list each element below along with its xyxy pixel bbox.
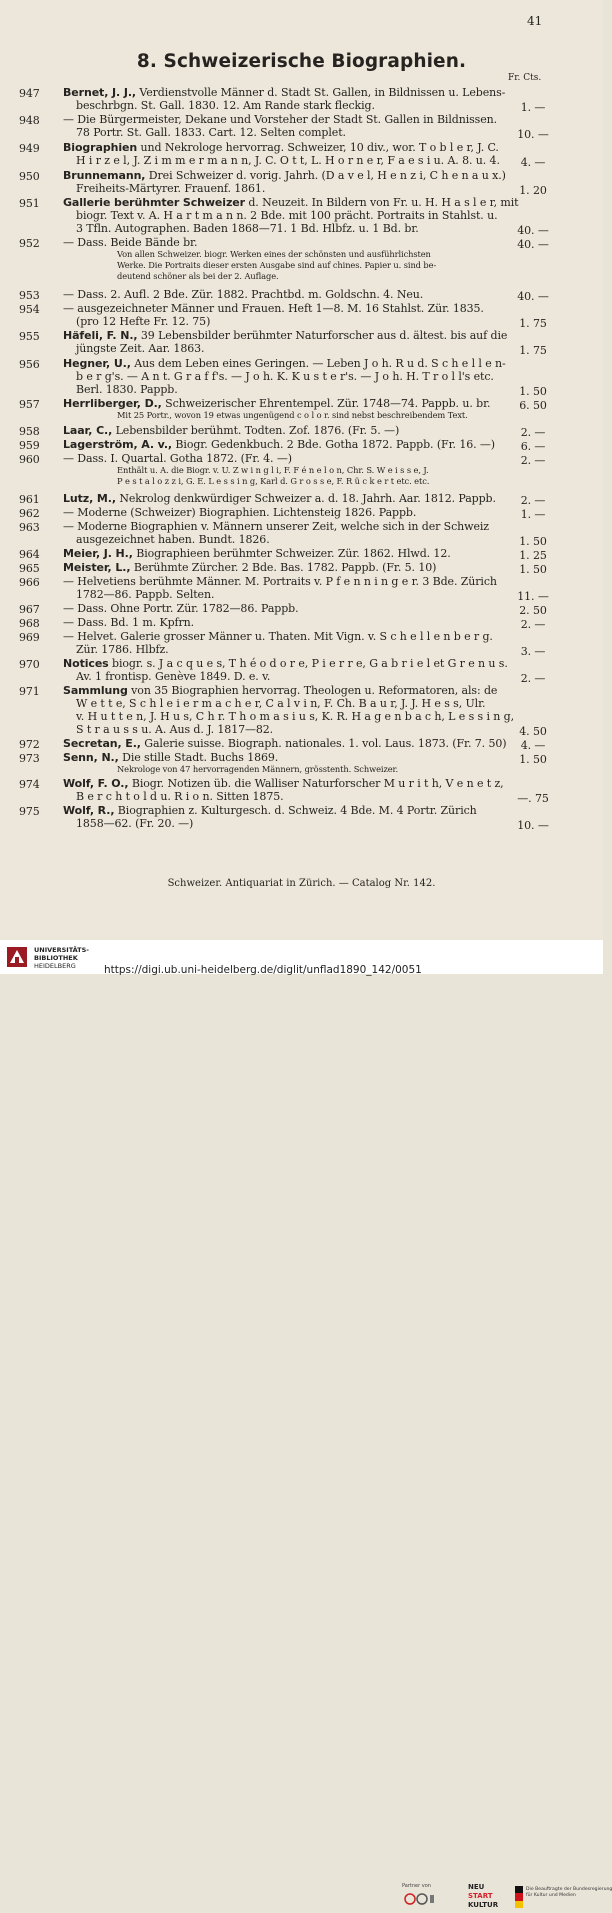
catalog-entry [0,506,603,519]
entry-price: 1. 75 [519,317,547,331]
entry-price: 2. 50 [519,604,547,617]
entry-description: Biographieen berühmter Schweizer. Zür. 1862. Hlwd. 12. [132,547,451,560]
entry-line [0,154,603,170]
entry-description: deutend schöner als bei der 2. Auflage. [117,271,279,282]
entry-text [63,575,497,588]
entry-text [117,249,431,260]
entry-price: 1. 20 [519,184,547,198]
entry-note-line [0,764,603,775]
entry-line [0,804,603,817]
library-crest-icon [6,946,28,968]
entry-text [76,370,494,383]
entry-description: — Helvet. Galerie grosser Männer u. Thaten. Mit Vign. v. S c h e l l e n b e r g. [63,630,493,643]
entry-price: 6. 50 [519,399,547,412]
entry-description: — Die Bürgermeister, Dekane und Vorsteher der Stadt St. Gallen in Bildnissen. [63,113,497,126]
entry-description: beschrbgn. St. Gall. 1830. 12. Am Rande stark fleckig. [76,99,375,113]
catalog-entry [0,657,603,686]
entry-number: 957 [19,398,40,411]
entry-text [63,288,423,301]
entry-text [63,196,518,209]
entry-author: Gallerie berühmter Schweizer [63,196,245,209]
entry-line [0,684,603,697]
entry-line [0,424,603,437]
entry-line [0,315,603,331]
entry-line [0,547,603,560]
partner-label: Partner von [402,1883,431,1889]
entry-line [0,657,603,670]
entry-description: — Dass. Ohne Portr. Zür. 1782—86. Pappb. [63,602,299,615]
catalog-entry [0,236,603,282]
entry-price: 40. — [517,238,549,251]
entry-text [117,271,279,282]
entry-text [63,684,497,697]
entry-description: Freiheits-Märtyrer. Frauenf. 1861. [76,182,266,196]
entry-line [0,169,603,182]
entry-description: Nekrologe von 47 hervorragenden Männern, grösstenth. Schweizer. [117,764,399,775]
entry-description: Nekrolog denkwürdiger Schweizer a. d. 18. Jahrh. Aar. 1812. Pappb. [115,492,496,505]
entry-description: Zür. 1786. Hlbfz. [76,643,169,657]
entry-line [0,777,603,790]
entry-line [0,452,603,465]
entry-text [63,751,278,764]
entry-line [0,588,603,604]
entry-line [0,492,603,505]
entry-description: Galerie suisse. Biograph. nationales. 1. vol. Laus. 1873. (Fr. 7. 50) [140,737,507,750]
entry-author: Senn, N., [63,751,119,764]
entry-price: 1. 75 [519,344,547,358]
entry-author: Laar, C., [63,424,113,437]
entry-author: Lutz, M., [63,492,116,505]
entry-author: Notices [63,657,109,670]
entry-description: P e s t a l o z z i, G. E. L e s s i n g, Karl d. G r o s s e, F. R ü c k e r t etc. etc. [117,476,430,487]
entry-line [0,288,603,301]
entry-line [0,575,603,588]
entry-number: 948 [19,114,40,127]
entry-description: b e r g's. — A n t. G r a f f's. — J o h. K. K u s t e r's. — J o h. H. T r o l l's etc. [76,370,494,384]
entry-note-line [0,410,603,421]
entry-price: 6. — [520,440,546,453]
entry-description: 3 Tfln. Autographen. Baden 1868—71. 1 Bd. Hlbfz. u. 1 Bd. br. [76,222,419,236]
entry-text [76,154,500,167]
entry-line [0,520,603,533]
entry-number: 951 [19,197,40,210]
entry-text [76,643,169,656]
catalog-entry [0,751,603,775]
catalog-entry [0,520,603,549]
catalog-entry [0,424,603,437]
entry-text [117,764,398,775]
entry-description: Schweizerischer Ehrentempel. Zür. 1748—74. Pappb. u. br. [161,397,491,410]
entry-line [0,397,603,410]
entry-text [63,804,477,817]
entry-text [117,465,429,476]
entry-line [0,616,603,629]
entry-text [63,141,499,154]
page-title: 8. Schweizerische Biographien. [136,51,467,72]
entry-text [63,357,506,370]
entry-line [0,670,603,686]
entry-description: (pro 12 Hefte Fr. 12. 75) [76,315,211,329]
entry-line [0,602,603,615]
entry-line [0,357,603,370]
entry-price: 4. — [520,156,546,170]
entry-text [76,315,210,328]
entry-price: 3. — [520,645,546,659]
entry-text [63,302,484,315]
entry-price: 2. — [520,426,546,439]
catalog-entry [0,113,603,142]
entry-text [63,236,197,249]
catalog-entry [0,737,603,750]
entry-text [63,616,194,629]
entry-author: Biographien [63,141,138,154]
catalog-entry [0,777,603,806]
entry-description: W e t t e, S c h l e i e r m a c h e r, C a l v i n, F. Ch. B a u r, J. J. H e s s, Ulr. [76,697,486,711]
entry-description: Von allen Schweizer. biogr. Werken eines der schönsten und ausführlichsten [117,249,431,260]
catalog-entry [0,684,603,739]
entry-description: biogr. Text v. A. H a r t m a n n. 2 Bde. mit 100 prächt. Portraits in Stahlst. u. [76,209,498,223]
entry-price: 11. — [517,590,549,604]
entry-line [0,438,603,451]
entry-description: und Nekrologe hervorrag. Schweizer, 10 div., wor. T o b l e r, J. C. [137,141,499,154]
catalog-entry [0,169,603,198]
entry-description: Mit 25 Portr., wovon 19 etwas ungenügend c o l o r. sind nebst beschreibendem Text. [117,410,468,421]
entry-text [76,790,284,803]
entry-text [76,697,485,710]
entry-price: 10. — [517,128,549,142]
entry-text [76,710,514,723]
entry-line [0,561,603,574]
entry-author: Lagerström, A. v., [63,438,173,451]
entry-number: 947 [19,87,40,100]
entry-text [63,86,505,99]
catalog-entry [0,438,603,451]
entry-number: 962 [19,507,40,520]
catalog-entry [0,86,603,115]
entry-description: Enthält u. A. die Biogr. v. U. Z w i n g l i, F. F é n e l o n, Chr. S. W e i s s e, J. [117,465,429,476]
entry-text [117,476,429,487]
entry-line [0,790,603,806]
entry-description: — Dass. 2. Aufl. 2 Bde. Zür. 1882. Prachtbd. m. Goldschn. 4. Neu. [63,288,424,301]
entry-number: 959 [19,439,40,452]
entry-line [0,697,603,710]
entry-line [0,141,603,154]
entry-number: 969 [19,631,40,644]
entry-description: Verdienstvolle Männer d. Stadt St. Gallen, in Bildnissen u. Lebens- [135,86,506,99]
entry-author: Bernet, J. J., [63,86,136,99]
entry-note-line [0,271,603,282]
entry-line [0,302,603,315]
entry-price: 1. — [520,101,546,115]
entry-price: 4. 50 [519,725,547,739]
entry-author: Wolf, F. O., [63,777,129,790]
entry-line [0,751,603,764]
entry-text [63,397,490,410]
catalog-entry [0,561,603,574]
entry-number: 970 [19,658,40,671]
catalog-entry [0,616,603,629]
bkm-logo: Die Beauftragte der Bundesregierung für Kultur und Medien [515,1886,599,1910]
entry-text [76,817,193,830]
entry-number: 954 [19,303,40,316]
entry-text [63,113,497,126]
entry-text [76,126,346,139]
entry-line [0,196,603,209]
entry-description: — Dass. I. Quartal. Gotha 1872. (Fr. 4. —) [63,452,292,465]
entry-number: 960 [19,453,40,466]
entry-line [0,99,603,115]
catalog-entry [0,302,603,331]
entry-description: S t r a u s s u. A. Aus d. J. 1817—82. [76,723,274,737]
entry-description: biogr. s. J a c q u e s, T h é o d o r e, P i e r r e, G a b r i e l et G r e n u s. [108,657,508,670]
entry-number: 963 [19,521,40,534]
entry-description: — Moderne Biographien v. Männern unserer Zeit, welche sich in der Schweiz [63,520,489,533]
entry-number: 949 [19,142,40,155]
entry-author: Brunnemann, [63,169,146,182]
catalog-entry [0,357,603,399]
entry-note-line [0,465,603,476]
entry-price: 1. — [520,508,546,521]
entry-description: — Helvetiens berühmte Männer. M. Portraits v. P f e n n i n g e r. 3 Bde. Zürich [63,575,497,588]
entry-line [0,209,603,222]
entry-number: 965 [19,562,40,575]
entry-text [76,723,273,736]
entry-line [0,710,603,723]
page-footer: Schweizer. Antiquariat in Zürich. — Catalog Nr. 142. [167,878,436,889]
entry-price: 1. 50 [519,535,547,549]
catalog-entry [0,397,603,421]
catalog-entry [0,196,603,238]
catalog-entries [0,86,603,866]
entry-line [0,86,603,99]
entry-price: 2. — [520,494,546,507]
entry-number: 961 [19,493,40,506]
catalog-entry [0,141,603,170]
entry-text [76,342,204,355]
entry-number: 953 [19,289,40,302]
entry-text [63,777,504,790]
entry-text [63,561,436,574]
entry-text [63,630,493,643]
entry-description: 39 Lebensbilder berühmter Naturforscher aus d. ältest. bis auf die [137,329,508,342]
entry-author: Meister, L., [63,561,131,574]
entry-description: Werke. Die Portraits dieser ersten Ausgabe sind auf chines. Papier u. sind be- [117,260,437,271]
entry-text [63,438,495,451]
catalog-entry [0,575,603,604]
entry-number: 955 [19,330,40,343]
entry-line [0,630,603,643]
entry-text [63,492,496,505]
entry-price: 2. — [520,672,546,686]
entry-line [0,342,603,358]
entry-number: 958 [19,425,40,438]
entry-line [0,236,603,249]
entry-description: ausgezeichnet haben. Bundt. 1826. [76,533,270,547]
entry-text [117,410,468,421]
entry-description: Lebensbilder berühmt. Todten. Zof. 1876. (Fr. 5. —) [112,424,400,437]
entry-price: —. 75 [517,792,549,806]
partner-logo-icon [402,1891,436,1907]
entry-number: 973 [19,752,40,765]
entry-line [0,643,603,659]
entry-author: Herrliberger, D., [63,397,162,410]
entry-text [63,602,299,615]
entry-author: Sammlung [63,684,128,697]
entry-text [76,182,265,195]
entry-number: 967 [19,603,40,616]
entry-description: von 35 Biographien hervorrag. Theologen u. Reformatoren, als: de [127,684,498,697]
entry-line [0,370,603,383]
entry-description: Berl. 1830. Pappb. [76,383,178,397]
entry-description: Die stille Stadt. Buchs 1869. [118,751,279,764]
entry-text [76,99,375,112]
german-flag-icon [515,1886,523,1908]
entry-note-line [0,476,603,487]
entry-line [0,506,603,519]
entry-line [0,737,603,750]
entry-description: Berühmte Zürcher. 2 Bde. Bas. 1782. Pappb. (Fr. 5. 10) [130,561,437,574]
entry-text [63,547,451,560]
entry-author: Meier, J. H., [63,547,133,560]
entry-number: 972 [19,738,40,751]
entry-price: 2. — [520,454,546,467]
catalog-entry [0,288,603,301]
entry-text [76,588,214,601]
entry-description: v. H u t t e n, J. H u s, C h r. T h o m a s i u s, K. R. H a g e n b a c h, L e s s i n g, [76,710,514,724]
entry-description: — ausgezeichneter Männer und Frauen. Heft 1—8. M. 16 Stahlst. Zür. 1835. [63,302,484,315]
entry-description: Biogr. Gedenkbuch. 2 Bde. Gotha 1872. Pappb. (Fr. 16. —) [172,438,495,451]
entry-price: 1. 50 [519,563,547,576]
entry-text [63,452,292,465]
entry-line [0,383,603,399]
entry-author: Secretan, E., [63,737,141,750]
entry-text [63,329,507,342]
entry-line [0,222,603,238]
catalog-entry [0,329,603,358]
library-name: UNIVERSITÄTS- BIBLIOTHEK HEIDELBERG [34,946,89,970]
entry-description: Aus dem Leben eines Geringen. — Leben J o h. R u d. S c h e l l e n- [130,357,506,370]
entry-line [0,182,603,198]
page-number: 41 [527,14,543,28]
entry-price: 1. 50 [519,385,547,399]
entry-line [0,329,603,342]
entry-description: Av. 1 frontisp. Genève 1849. D. e. v. [76,670,271,684]
entry-line [0,113,603,126]
entry-text [63,506,416,519]
entry-number: 964 [19,548,40,561]
neustart-kultur-logo: NEU START KULTUR [468,1883,499,1909]
catalog-page [0,0,603,940]
catalog-entry [0,547,603,560]
entry-description: Biogr. Notizen üb. die Walliser Naturforscher M u r i t h, V e n e t z, [128,777,504,790]
entry-note-line [0,249,603,260]
catalog-entry [0,804,603,833]
entry-price: 1. 25 [519,549,547,562]
entry-line [0,533,603,549]
entry-description: H i r z e l, J. Z i m m e r m a n n, J. C. O t t, L. H o r n e r, F a e s i u. A. 8. u. 4. [76,154,500,168]
entry-number: 952 [19,237,40,250]
entry-price: 40. — [517,290,549,303]
entry-author: Häfeli, F. N., [63,329,138,342]
entry-description: 1858—62. (Fr. 20. —) [76,817,194,831]
entry-price: 10. — [517,819,549,833]
entry-line [0,723,603,739]
entry-text [76,222,419,235]
entry-price: 2. — [520,618,546,631]
entry-number: 968 [19,617,40,630]
entry-number: 956 [19,358,40,371]
entry-text [76,670,270,683]
entry-line [0,126,603,142]
entry-number: 971 [19,685,40,698]
entry-price: 1. 50 [519,753,547,766]
entry-text [117,260,436,271]
catalog-entry [0,492,603,505]
entry-line [0,817,603,833]
entry-description: jüngste Zeit. Aar. 1863. [76,342,205,356]
catalog-entry [0,602,603,615]
entry-author: Wolf, R., [63,804,115,817]
entry-description: — Moderne (Schweizer) Biographien. Lichtensteig 1826. Pappb. [63,506,417,519]
entry-price: 4. — [520,739,546,752]
entry-text [76,383,178,396]
entry-description: Biographien z. Kulturgesch. d. Schweiz. 4 Bde. M. 4 Portr. Zürich [114,804,477,817]
entry-text [63,169,506,182]
entry-text [76,209,497,222]
entry-description: — Dass. Bd. 1 m. Kpfrn. [63,616,195,629]
entry-author: Hegner, U., [63,357,131,370]
entry-description: 78 Portr. St. Gall. 1833. Cart. 12. Selten complet. [76,126,346,140]
entry-number: 950 [19,170,40,183]
entry-description: Drei Schweizer d. vorig. Jahrh. (D a v e l, H e n z i, C h e n a u x.) [145,169,506,182]
catalog-entry [0,630,603,659]
entry-description: B e r c h t o l d u. R i o n. Sitten 1875. [76,790,284,804]
entry-number: 966 [19,576,40,589]
entry-number: 974 [19,778,40,791]
entry-text [63,657,508,670]
entry-description: d. Neuzeit. In Bildern von Fr. u. H. H a s l e r, mit [244,196,519,209]
price-column-header: Fr. Cts. [508,73,542,83]
entry-number: 975 [19,805,40,818]
entry-note-line [0,260,603,271]
catalog-entry [0,452,603,487]
page-url[interactable]: https://digi.ub.uni-heidelberg.de/diglit/unflad1890_142/0051 [104,964,422,976]
entry-description: — Dass. Beide Bände br. [63,236,198,249]
entry-text [63,424,399,437]
entry-text [63,520,489,533]
entry-price: 40. — [517,224,549,238]
entry-description: 1782—86. Pappb. Selten. [76,588,215,602]
entry-text [76,533,270,546]
entry-text [63,737,506,750]
